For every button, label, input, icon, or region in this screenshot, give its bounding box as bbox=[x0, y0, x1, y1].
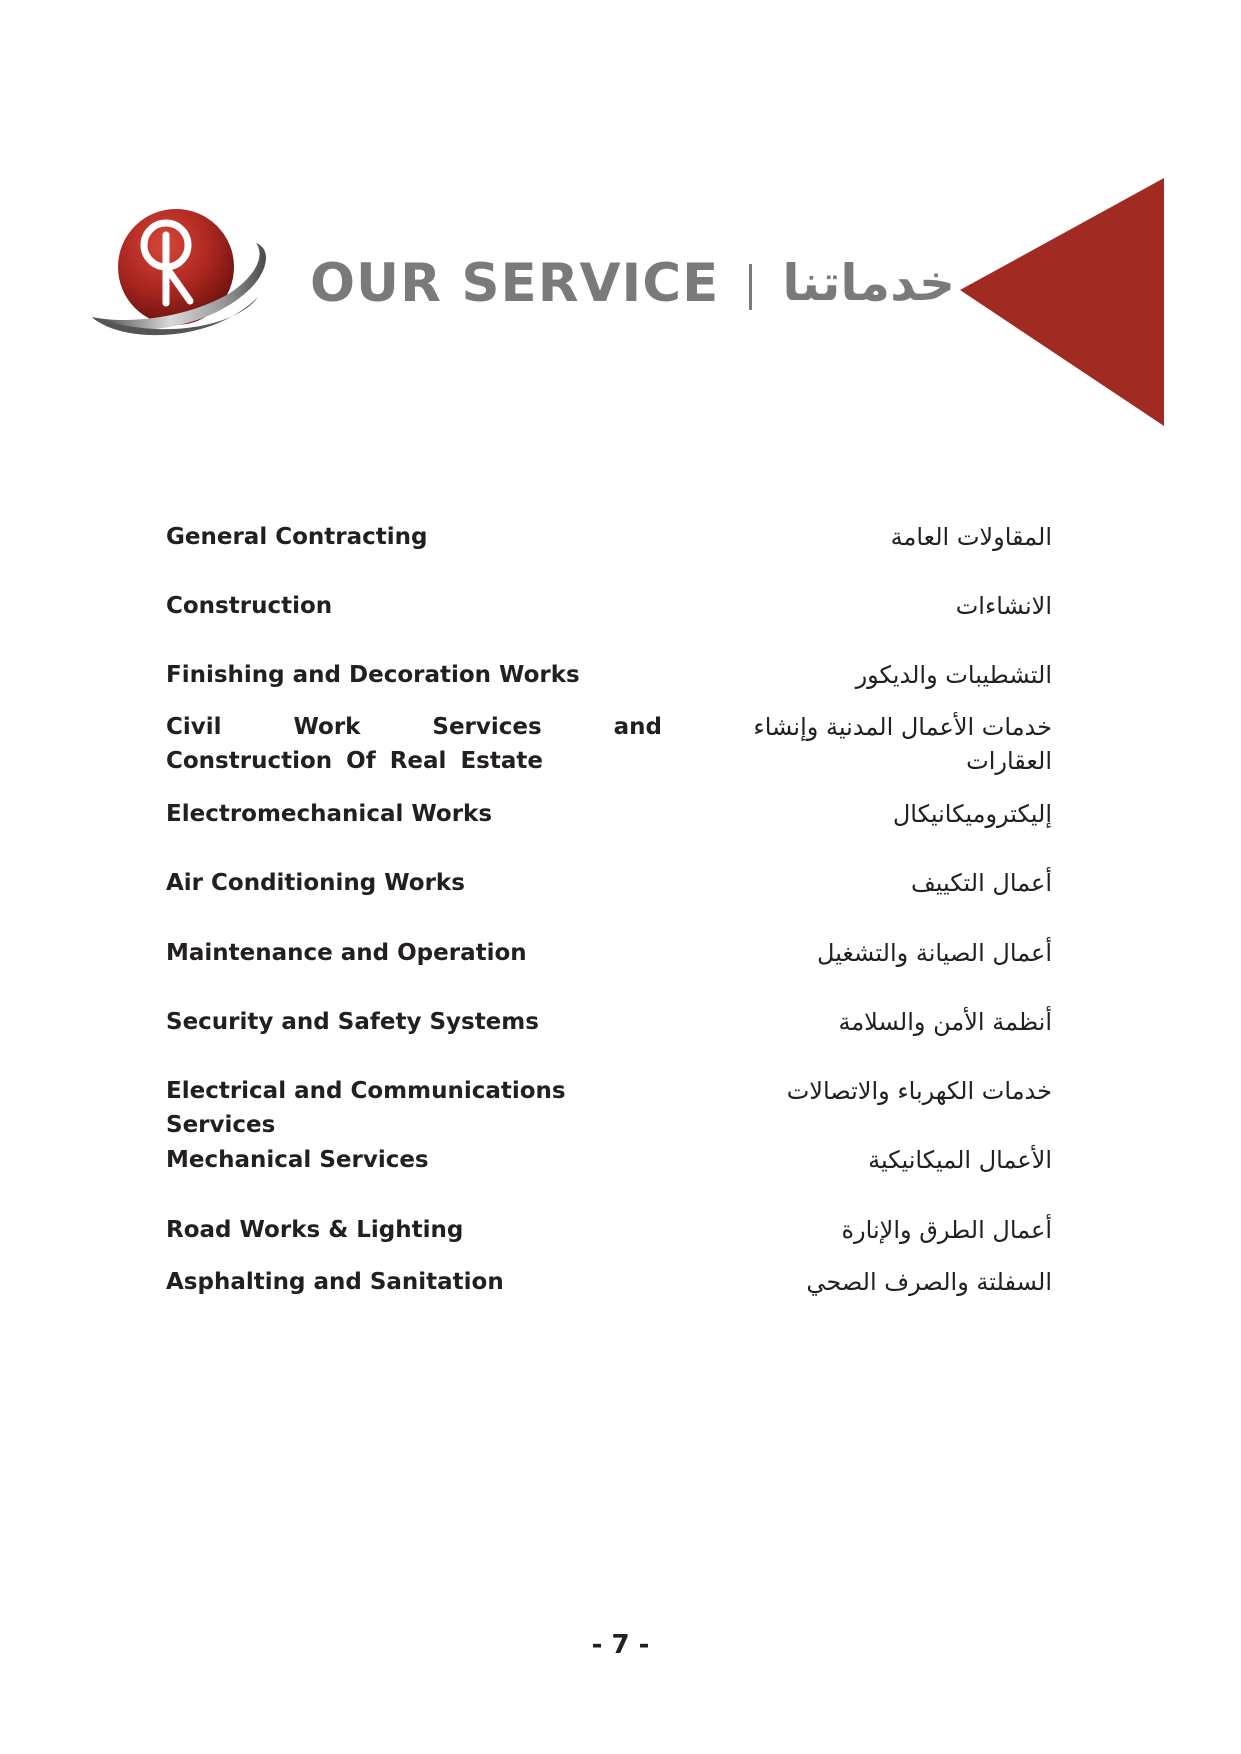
service-en: Maintenance and Operation bbox=[166, 940, 527, 966]
service-row bbox=[166, 1005, 1052, 1074]
page-number: - 7 - bbox=[591, 1630, 650, 1660]
service-en: Civil Work Services and Construction Of Real Estate bbox=[166, 714, 662, 774]
service-row bbox=[166, 1074, 1052, 1143]
service-row bbox=[166, 797, 1052, 866]
service-en: Finishing and Decoration Works bbox=[166, 662, 580, 688]
service-ar: أعمال التكييف bbox=[910, 869, 1052, 897]
service-row bbox=[166, 589, 1052, 658]
service-row bbox=[166, 1143, 1052, 1213]
service-ar: الانشاءات bbox=[955, 592, 1052, 620]
title-english: OUR SERVICE bbox=[310, 252, 720, 314]
service-en: Air Conditioning Works bbox=[166, 870, 465, 896]
service-ar: المقاولات العامة bbox=[890, 523, 1052, 551]
service-row bbox=[166, 520, 1052, 589]
service-en: Security and Safety Systems bbox=[166, 1009, 539, 1035]
service-en: General Contracting bbox=[166, 524, 428, 550]
decorative-triangle bbox=[960, 178, 1170, 426]
service-ar: إليكتروميكانيكال bbox=[892, 800, 1052, 828]
service-ar: السفلتة والصرف الصحي bbox=[806, 1268, 1052, 1296]
service-row bbox=[166, 936, 1052, 1005]
title-arabic: خدماتنا bbox=[782, 254, 955, 312]
service-en: Electromechanical Works bbox=[166, 801, 493, 827]
service-ar: خدمات الأعمال المدنية وإنشاء العقارات bbox=[753, 713, 1052, 775]
service-ar: أعمال الطرق والإنارة bbox=[841, 1216, 1052, 1244]
service-row bbox=[166, 1213, 1052, 1265]
service-ar: خدمات الكهرباء والاتصالات bbox=[786, 1077, 1052, 1105]
service-row bbox=[166, 658, 1052, 710]
service-ar: أعمال الصيانة والتشغيل bbox=[817, 939, 1052, 967]
service-ar: أنظمة الأمن والسلامة bbox=[838, 1008, 1052, 1036]
service-row bbox=[166, 866, 1052, 936]
service-en: Road Works & Lighting bbox=[166, 1217, 464, 1243]
service-en: Construction bbox=[166, 593, 333, 619]
service-ar: التشطيبات والديكور bbox=[855, 661, 1052, 689]
service-ar: الأعمال الميكانيكية bbox=[868, 1146, 1052, 1174]
services-list bbox=[166, 520, 1052, 1334]
service-row bbox=[166, 710, 1052, 797]
title-divider bbox=[749, 264, 752, 310]
service-en: Asphalting and Sanitation bbox=[166, 1269, 504, 1295]
service-en: Electrical and Communications Services bbox=[166, 1078, 566, 1138]
company-logo bbox=[90, 205, 270, 355]
service-row bbox=[166, 1265, 1052, 1334]
service-en: Mechanical Services bbox=[166, 1147, 429, 1173]
page-title bbox=[310, 248, 955, 318]
